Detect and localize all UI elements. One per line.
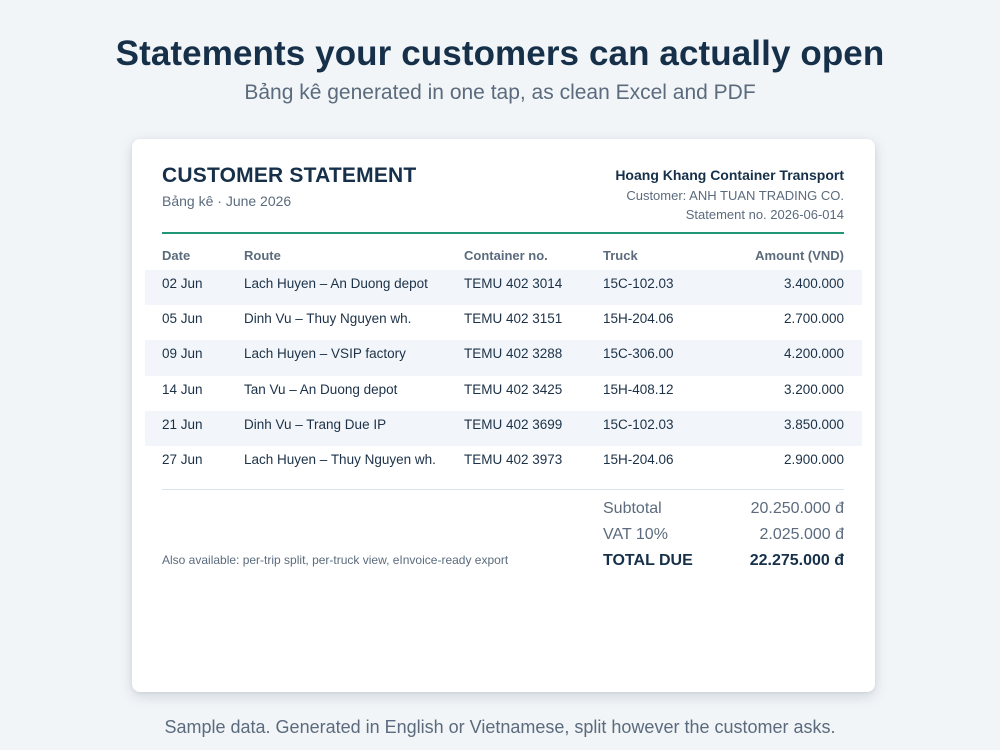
cell-route: Tan Vu – An Duong depot bbox=[244, 381, 398, 397]
cell-amount: 2.700.000 bbox=[783, 311, 844, 327]
table-row bbox=[145, 376, 862, 411]
cell-amount: 3.850.000 bbox=[783, 416, 844, 432]
page-subheadline: Bảng kê generated in one tap, as clean Excel and PDF bbox=[244, 81, 756, 104]
total-due-label: TOTAL DUE bbox=[603, 552, 693, 569]
cell-date: 14 Jun bbox=[162, 381, 203, 397]
cell-date: 05 Jun bbox=[162, 311, 203, 327]
statement-period: Bảng kê · June 2026 bbox=[162, 193, 292, 209]
page-headline: Statements your customers can actually open bbox=[115, 34, 885, 73]
cell-route: Dinh Vu – Thuy Nguyen wh. bbox=[244, 311, 412, 327]
footer-caption: Sample data. Generated in English or Vietnamese, split however the customer asks. bbox=[164, 717, 836, 737]
subtotal-row bbox=[603, 500, 844, 522]
totals-divider bbox=[162, 489, 844, 490]
customer-name: Customer: ANH TUAN TRADING CO. bbox=[626, 188, 844, 203]
cell-container: TEMU 402 3699 bbox=[464, 416, 563, 432]
cell-date: 27 Jun bbox=[162, 451, 203, 467]
table-row bbox=[145, 305, 862, 340]
cell-date: 09 Jun bbox=[162, 346, 203, 362]
table-header bbox=[162, 248, 844, 266]
cell-truck: 15H-204.06 bbox=[603, 311, 674, 327]
cell-amount: 2.900.000 bbox=[783, 451, 844, 467]
header-divider bbox=[162, 232, 844, 234]
vat-label: VAT 10% bbox=[603, 526, 668, 543]
cell-truck: 15H-204.06 bbox=[603, 451, 674, 467]
cell-container: TEMU 402 3425 bbox=[464, 381, 563, 397]
cell-truck: 15H-408.12 bbox=[603, 381, 674, 397]
cell-date: 02 Jun bbox=[162, 276, 203, 291]
cell-date: 21 Jun bbox=[162, 416, 203, 432]
table-row bbox=[145, 340, 862, 375]
cell-container: TEMU 402 3151 bbox=[464, 311, 563, 327]
cell-route: Lach Huyen – Thuy Nguyen wh. bbox=[244, 451, 436, 467]
cell-amount: 3.400.000 bbox=[783, 276, 844, 291]
total-due-value: 22.275.000 đ bbox=[749, 552, 844, 569]
cell-route: Lach Huyen – An Duong depot bbox=[244, 276, 428, 291]
cell-container: TEMU 402 3288 bbox=[464, 346, 563, 362]
subtotal-value: 20.250.000 đ bbox=[750, 500, 844, 517]
column-header-container: Container no. bbox=[464, 248, 548, 263]
cell-container: TEMU 402 3014 bbox=[464, 276, 563, 291]
table-body bbox=[145, 270, 862, 481]
column-header-route: Route bbox=[244, 248, 281, 263]
table-row bbox=[145, 446, 862, 481]
cell-route: Dinh Vu – Trang Due IP bbox=[244, 416, 387, 432]
cell-truck: 15C-102.03 bbox=[603, 276, 674, 291]
subtotal-label: Subtotal bbox=[603, 500, 662, 517]
vat-row bbox=[603, 526, 844, 548]
table-row bbox=[145, 411, 862, 446]
cell-amount: 4.200.000 bbox=[783, 346, 844, 362]
company-name: Hoang Khang Container Transport bbox=[615, 167, 844, 183]
total-due-row bbox=[603, 552, 844, 574]
statement-card bbox=[132, 139, 875, 692]
cell-truck: 15C-306.00 bbox=[603, 346, 674, 362]
table-row bbox=[145, 270, 862, 305]
column-header-amount: Amount (VND) bbox=[755, 248, 844, 263]
cell-truck: 15C-102.03 bbox=[603, 416, 674, 432]
statement-number: Statement no. 2026-06-014 bbox=[685, 207, 844, 222]
column-header-truck: Truck bbox=[603, 248, 638, 263]
export-options-note: Also available: per-trip split, per-truck view, eInvoice-ready export bbox=[162, 553, 509, 567]
cell-container: TEMU 402 3973 bbox=[464, 451, 563, 467]
cell-amount: 3.200.000 bbox=[783, 381, 844, 397]
cell-route: Lach Huyen – VSIP factory bbox=[244, 346, 406, 362]
statement-title: CUSTOMER STATEMENT bbox=[162, 164, 417, 187]
vat-value: 2.025.000 đ bbox=[759, 526, 844, 543]
column-header-date: Date bbox=[162, 248, 191, 263]
